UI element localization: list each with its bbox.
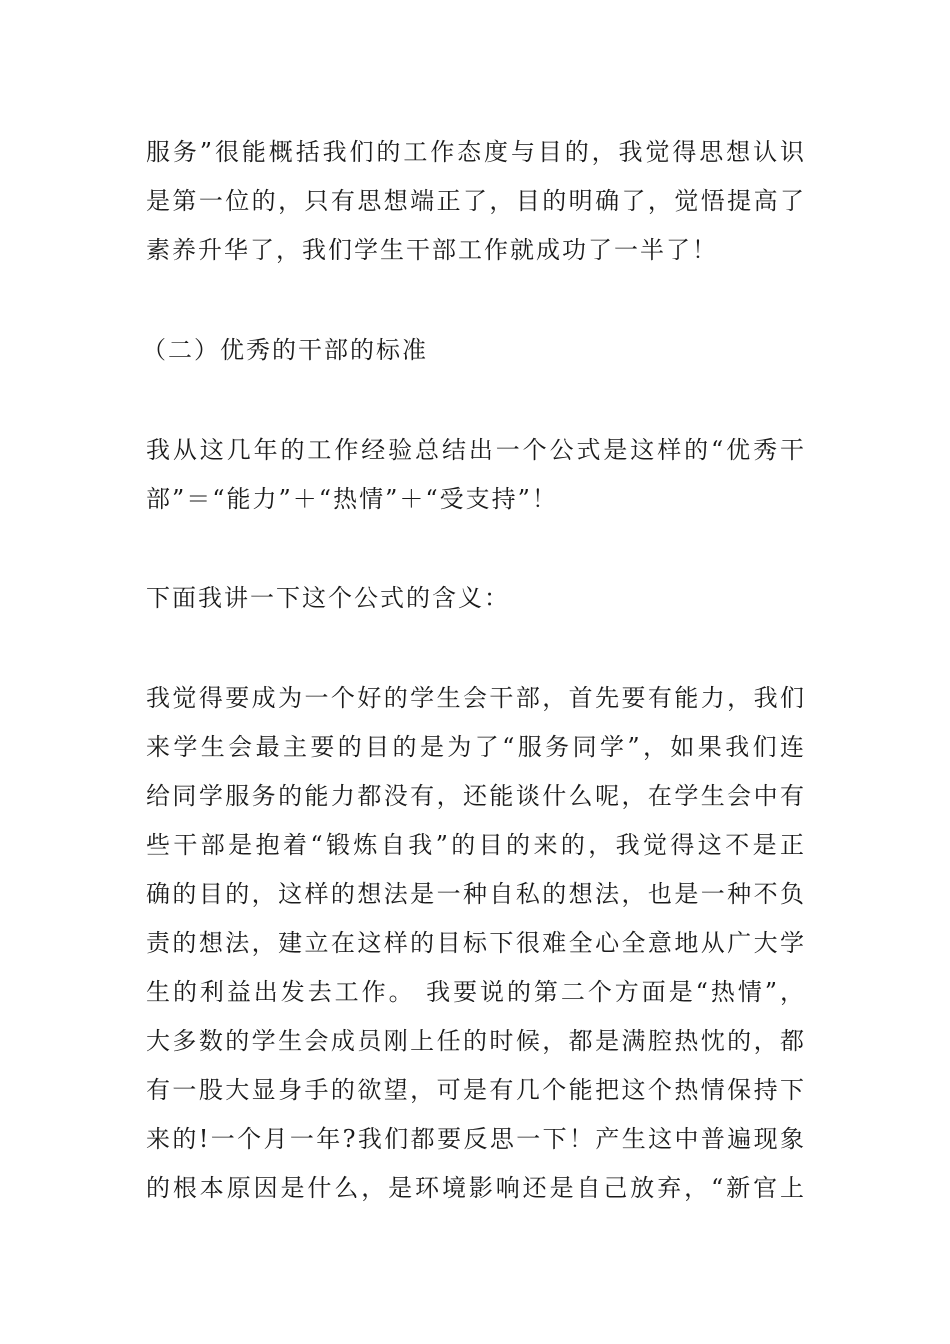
paragraph-4-line-5: 确的目的，这样的想法是一种自私的想法，也是一种不负 [146,880,806,908]
paragraph-4-line-7: 生的利益出发去工作。 我要说的第二个方面是“热情”， [146,978,806,1006]
paragraph-4-line-10: 来的!一个月一年?我们都要反思一下！产生这中普遍现象 [146,1125,806,1153]
paragraph-4-line-3: 给同学服务的能力都没有，还能谈什么呢，在学生会中有 [146,782,806,810]
paragraph-4-line-6: 责的想法，建立在这样的目标下很难全心全意地从广大学 [146,929,806,957]
paragraph-4-line-4: 些干部是抱着“锻炼自我”的目的来的，我觉得这不是正 [146,831,806,859]
paragraph-3-line-1: 下面我讲一下这个公式的含义： [146,584,510,612]
paragraph-4-line-2: 来学生会最主要的目的是为了“服务同学”，如果我们连 [146,733,806,761]
paragraph-2-line-2: 部”＝“能力”＋“热情”＋“受支持”！ [146,485,558,513]
paragraph-2-line-1: 我从这几年的工作经验总结出一个公式是这样的“优秀干 [146,436,806,464]
section-heading: （二）优秀的干部的标准 [142,336,428,364]
paragraph-1-line-1: 服务”很能概括我们的工作态度与目的，我觉得思想认识 [146,138,806,166]
paragraph-1-line-2: 是第一位的，只有思想端正了，目的明确了，觉悟提高了 [146,187,806,215]
paragraph-4-line-1: 我觉得要成为一个好的学生会干部，首先要有能力，我们 [146,684,806,712]
paragraph-4-line-11: 的根本原因是什么，是环境影响还是自己放弃，“新官上 [146,1174,806,1202]
paragraph-1-line-3: 素养升华了，我们学生干部工作就成功了一半了！ [146,236,718,264]
paragraph-4-line-9: 有一股大显身手的欲望，可是有几个能把这个热情保持下 [146,1076,806,1104]
paragraph-4-line-8: 大多数的学生会成员刚上任的时候，都是满腔热忱的，都 [146,1027,806,1055]
